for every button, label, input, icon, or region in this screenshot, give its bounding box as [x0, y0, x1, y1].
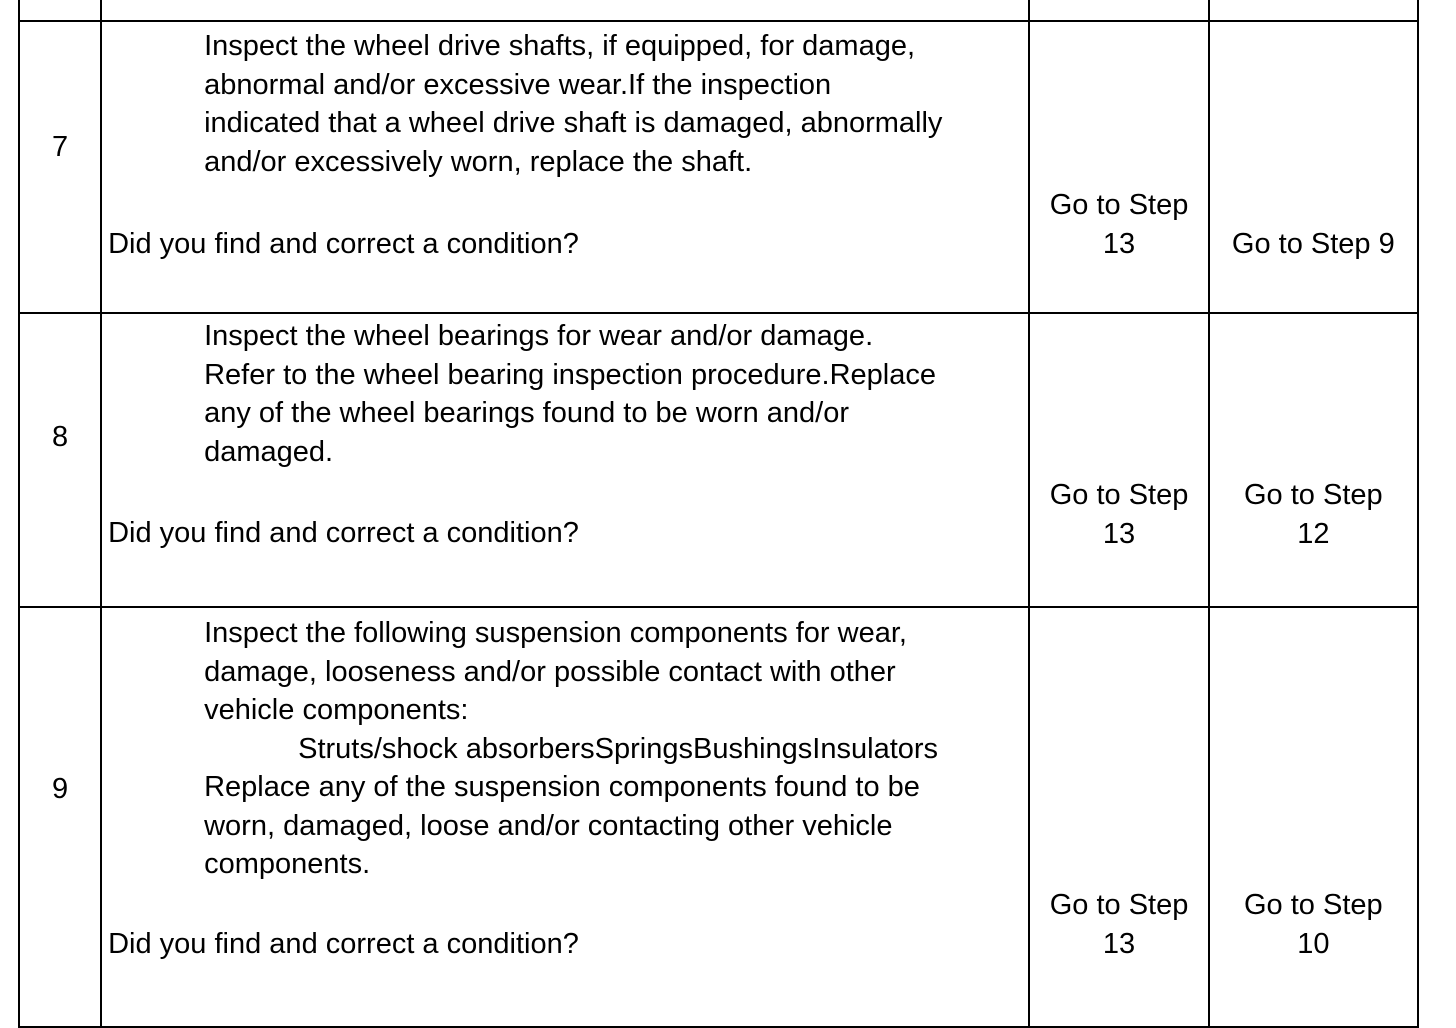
- yes-cell: [1029, 313, 1208, 607]
- component-list: Struts/shock absorbersSpringsBushingsInsulators: [298, 732, 939, 765]
- no-cell: [1209, 21, 1418, 313]
- yes-result-line: Go to Step: [1049, 889, 1189, 921]
- action-text-line: damaged.: [204, 435, 334, 468]
- yes-result-line: 13: [1102, 927, 1136, 960]
- action-text-line: indicated that a wheel drive shaft is damaged, abnormally: [204, 107, 943, 139]
- step-cell: [19, 21, 101, 313]
- step-number: 8: [51, 421, 69, 453]
- question-text: Did you find and correct a condition?: [108, 928, 579, 960]
- action-cell: [101, 607, 1029, 1027]
- action-cell: [101, 313, 1029, 607]
- action-text-line: abnormal and/or excessive wear.If the inspection: [204, 68, 832, 101]
- action-text-line: any of the wheel bearings found to be worn and/or: [204, 397, 849, 429]
- step-cell: [19, 607, 101, 1027]
- action-text-line: and/or excessively worn, replace the shaft.: [204, 145, 753, 178]
- question-text: Did you find and correct a condition?: [108, 228, 579, 260]
- no-result-line: Go to Step 9: [1231, 228, 1395, 260]
- step-number: 9: [51, 773, 69, 805]
- no-result-line: Go to Step: [1244, 889, 1383, 921]
- action-text-line: components.: [204, 848, 371, 880]
- yes-cell: [1029, 607, 1208, 1027]
- action-cell: [101, 21, 1029, 313]
- no-cell: [1209, 0, 1418, 21]
- no-result-line: 10: [1297, 927, 1330, 960]
- action-text-line: vehicle components:: [204, 694, 469, 726]
- table-row: [19, 313, 1418, 607]
- action-text-line: Inspect the wheel drive shafts, if equipped, for damage,: [204, 30, 916, 62]
- table-row: [19, 21, 1418, 313]
- action-text-line: worn, damaged, loose and/or contacting other vehicle: [204, 809, 893, 842]
- table-row-partial: [19, 0, 1418, 21]
- step-cell: [19, 313, 101, 607]
- no-result-line: Go to Step: [1244, 479, 1383, 511]
- no-result-line: 12: [1297, 517, 1330, 550]
- yes-result-line: Go to Step: [1049, 189, 1189, 221]
- yes-result-line: 13: [1102, 227, 1136, 260]
- yes-result-line: Go to Step: [1049, 479, 1189, 511]
- action-text-line: Inspect the following suspension components for wear,: [204, 617, 907, 649]
- no-cell: [1209, 313, 1418, 607]
- action-text-line: Inspect the wheel bearings for wear and/or damage.: [204, 320, 874, 352]
- diagnostic-steps-table: [18, 0, 1419, 1028]
- table-row: [19, 607, 1418, 1027]
- question-text: Did you find and correct a condition?: [108, 517, 579, 549]
- action-text-line: damage, looseness and/or possible contact with other: [204, 655, 896, 688]
- step-cell: [19, 0, 101, 21]
- action-text-line: Replace any of the suspension components found to be: [204, 771, 920, 803]
- yes-cell: [1029, 21, 1208, 313]
- no-cell: [1209, 607, 1418, 1027]
- action-cell: [101, 0, 1029, 21]
- step-number: 7: [51, 131, 69, 163]
- yes-cell: [1029, 0, 1208, 21]
- yes-result-line: 13: [1102, 517, 1136, 550]
- action-text-line: Refer to the wheel bearing inspection procedure.Replace: [204, 358, 937, 391]
